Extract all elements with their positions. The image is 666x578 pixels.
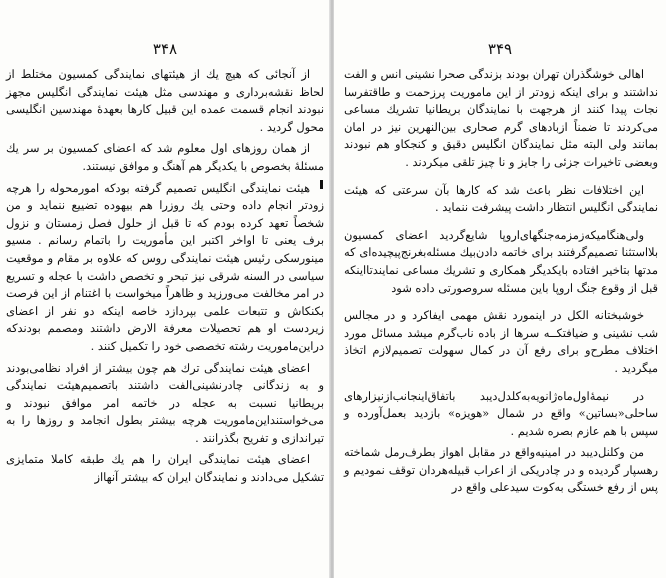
page-number: ۳۴۹	[487, 40, 513, 58]
paragraph: در نیمهٔ‌اول‌ماه‌ژانویه‌به‌کلدل‌دیبد باتفاق‌اینجانب‌ازنیزارهای ساحلی‌«بساتین» واقع در شمال «هویزه» بازدید بعمل‌آورده و سپس با هم عازم بصره شدیم .	[344, 388, 658, 438]
paragraph: هیئت نمایندگی انگلیس تصمیم گرفته بودکه امورمحوله را هرچه زودتر انجام داده وحتی یك روزرا هم بیهوده تضییع ننماید و من شخصاً تعهد کرده بودم که تا قبل از حلول فصل زمستان و نزول برف یعنی تا اواخر اکتبر این مأموریت را باتمام رسانم . مسیو مینورسکی رئیس هیئت نمایندگی روس که علاوه بر مقام و موقعیت سیاسی در السنه شرقی نیز تبحر و تخصص داشت با عجله و تسریع در امر مخالفت می‌ورزید و ظاهراً میخواست با اغتنام از این فرصت بکنکاش و تتبعات علمی بپردازد خاصه اینکه دو نفر از اعضای زیردست او هم تحصیلات معرفة الارض داشتند ومصمم بودندکه دراین‌ماموریت رشته تخصصی خود را تکمیل کنند .	[6, 180, 324, 353]
left-page	[0, 0, 330, 578]
paragraph: اهالی خوشگذران تهران بودند بزندگی صحرا نشینی انس و الفت نداشتند و برای اینکه زودتر از این ماموریت پرزحمت و طاقتفرسا نجات پیدا کنند از هرجهت با نمایندگان بریطانیا تشریك مساعی می‌کردند تا ضمناً ازبادهای گرم صحاری بین‌النهرین نیز در امان بمانند ولی البته مثل نمایندگان انگلیس دقیق و کنجکاو هم نبودند وبعضی تاخیرات جزئی را جایز و نا چیز تلقی میکردند .	[344, 67, 658, 169]
page-number: ۳۴۸	[152, 40, 178, 58]
paragraph: از آنجائی که هیچ یك از هیئتهای نمایندگی کمسیون مختلط از لحاظ نقشه‌برداری و مهندسی مثل هیئت نمایندگی انگلیس مجهز نبودند انجام قسمت عمده این قبیل کارها بعهدهٔ مهندسین انگلیسی محول گردید .	[6, 67, 324, 134]
right-page	[334, 0, 666, 578]
paragraph: خوشبختانه الکل در اینمورد نقش مهمی ایفاکرد و در مجالس شب نشینی و ضیافتکــه سرها از باده ناب‌گرم میشد مسائل مورد اختلاف مطرح‌و برای رفع آن در کمال سهولت تصمیم‌لازم اتخاذ میگردید .	[344, 308, 658, 375]
paragraph: ولی‌هنگامیکه‌زمزمه‌جنگهای‌اروپا شایع‌گردید اعضای کمسیون بلااستثنا تصمیم‌گرفتند برای خاتمه دادن‌بیك مسئله‌بغرنج‌پیچیده‌ای که مدتها بتاخیر افتاده بایکدیگر همکاری و تشریك مساعی نمایندتااینکه قبل از وقوع جنگ اروپا باین مسئله سروصورتی داده شود	[344, 227, 658, 295]
page-body	[6, 66, 324, 491]
page-body	[344, 66, 658, 501]
paragraph: من وکلنل‌دیبد در امینیه‌واقع در مقابل اهواز بطرف‌رمل شماخته رهسپار گردیده و در چادریکی از اعراب قبیله‌هردان توقف نمودیم و پس از رفع خستگی به‌کوت سیدعلی واقع در	[344, 445, 658, 495]
paragraph: از همان روزهای اول معلوم شد که اعضای کمسیون بر سر یك مسئلهٔ بخصوص با یکدیگر هم آهنگ و موافق نیستند.	[6, 141, 324, 173]
paragraph: این اختلافات نظر باعث شد که کارها بآن سرعتی که هیئت نمایندگی انگلیس انتظار داشت پیشرفت ننماید .	[344, 182, 658, 215]
paragraph: اعضای هیئت نمایندگی ایران را هم یك طبقه کاملا متمایزی تشکیل می‌دادند و نمایندگان ایران که بیشتر آنهااز	[6, 452, 324, 485]
paragraph: اعضای هیئت نمایندگی ترك هم چون بیشتر از افراد نظامی‌بودند و به زندگانی چادرنشینی‌الفت داشتند باتصمیم‌هیئت نمایندگی بریطانیا نسبت به عجله در خاتمه امر موافق نبودند و می‌خواستنداین‌ماموریت هرچه بیشتر بطول انجامد و روزها را به تیراندازی و تفریح بگذرانند .	[6, 360, 324, 445]
